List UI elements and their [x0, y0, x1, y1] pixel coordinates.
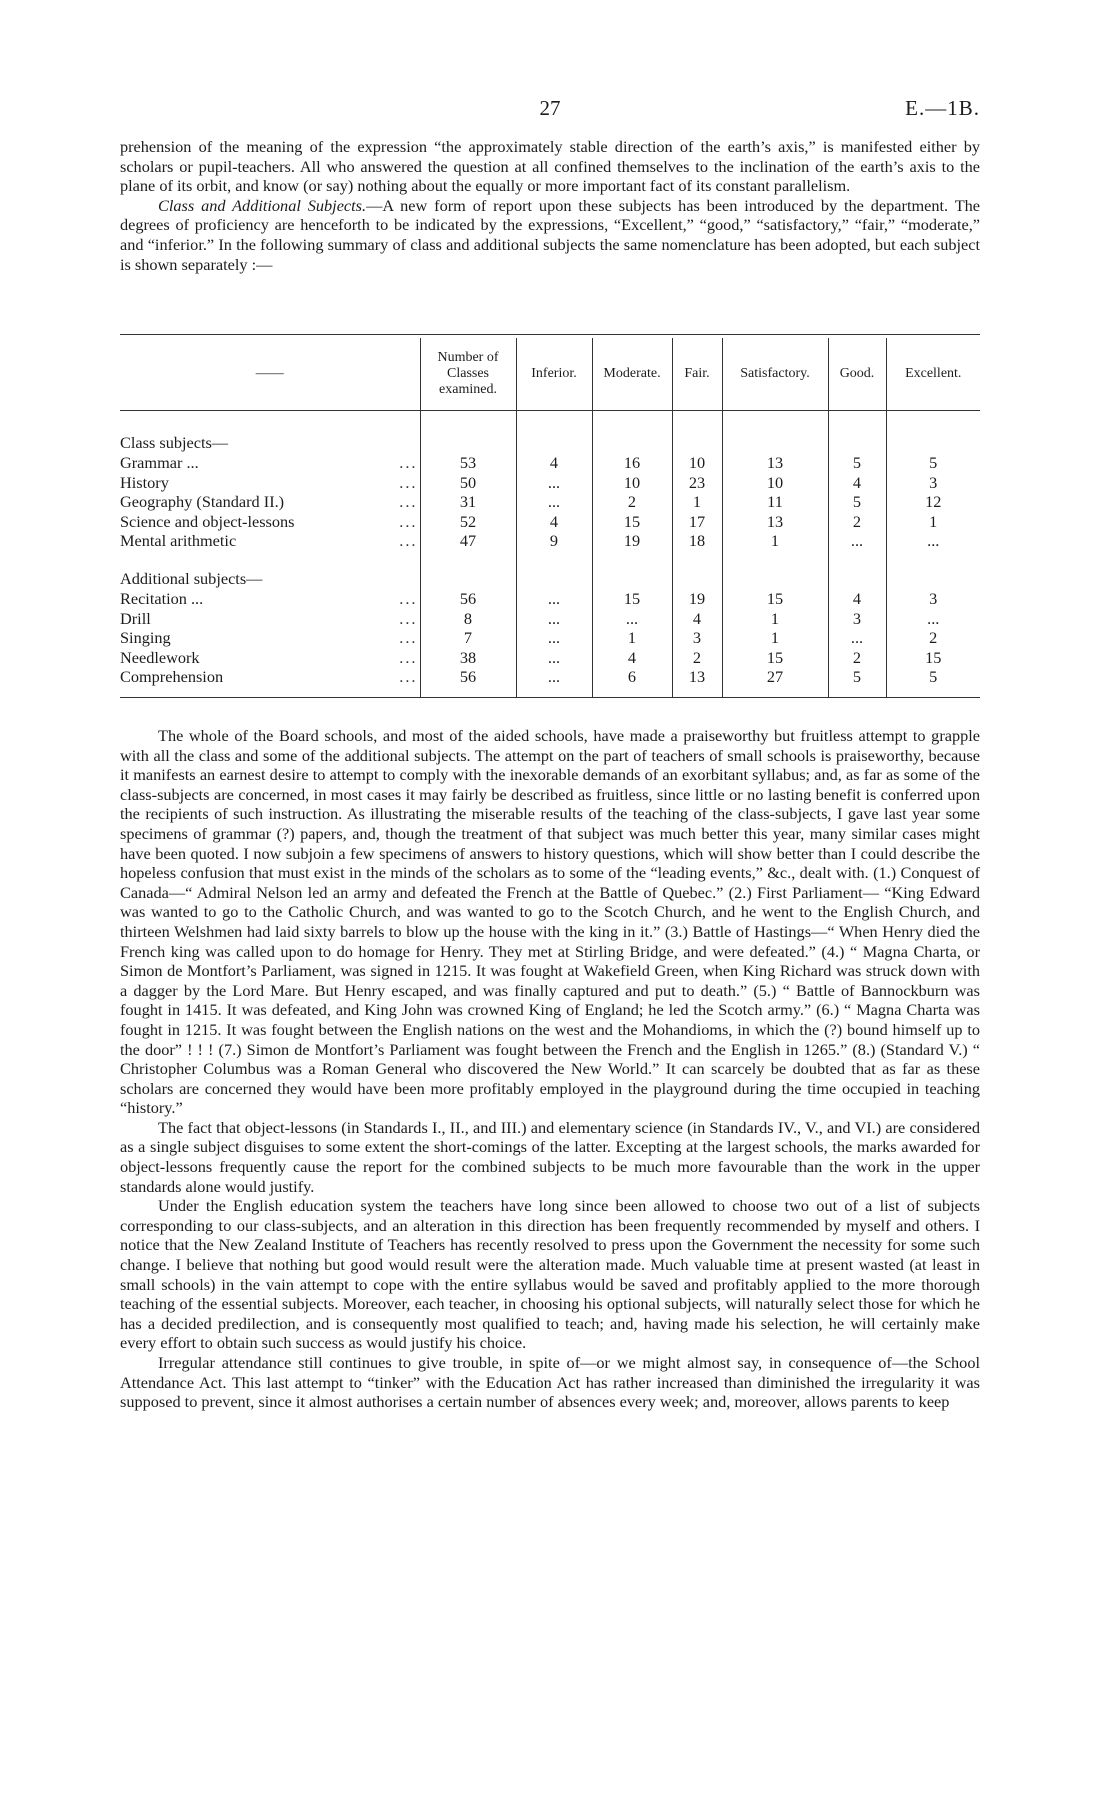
table-row [120, 473, 980, 493]
page-number: 27 [539, 96, 561, 120]
cell-inferior: ... [516, 648, 592, 668]
intro-text [120, 137, 980, 274]
intro-paragraph-2-body: —A new form of report upon these subjects has been introduced by the department. The degrees of proficiency are henceforth to be indicated by the expressions, “Excellent,” “good,” “satisfactory,” “fair,” “moderate,” and “inferior.” In the following summary of class and additional subjects the same nomenclature has been adopted, but each subject is shown separately :— [120, 195, 981, 274]
leader-dots: ... [399, 628, 418, 648]
cell-satisfactory: 1 [722, 531, 828, 551]
cell-good: 2 [828, 512, 886, 532]
subjects-table [120, 338, 980, 698]
body-text [120, 726, 980, 1412]
cell-inferior: ... [516, 628, 592, 648]
cell-excellent: 15 [886, 648, 980, 668]
table-top-rule [120, 334, 980, 335]
cell-fair: 2 [672, 648, 722, 668]
intro-paragraph-2 [120, 196, 980, 274]
leader-dots: ... [399, 667, 418, 687]
cell-satisfactory: 15 [722, 648, 828, 668]
cell-satisfactory: 10 [722, 473, 828, 493]
leader-dots: ... [399, 588, 418, 608]
cell-good: ... [828, 628, 886, 648]
leader-dots: ... [399, 647, 418, 667]
table-row [120, 628, 980, 648]
cell-inferior: ... [516, 667, 592, 687]
cell-good: 5 [828, 453, 886, 473]
row-label: Singing [120, 628, 171, 648]
leader-dots: ... [399, 511, 418, 531]
row-label: Mental arithmetic [120, 531, 237, 551]
class-subjects-heading: Class subjects— [120, 433, 229, 453]
cell-excellent: 3 [886, 589, 980, 609]
row-label: History [120, 472, 169, 492]
cell-moderate: 15 [592, 589, 672, 609]
cell-excellent: 5 [886, 453, 980, 473]
cell-moderate: 1 [592, 628, 672, 648]
body-paragraph-3: Under the English education system the teachers have long since been allowed to choose two out of a list of subjects corresponding to our class-subjects, and an alteration in this direction has been frequently recommended by myself and others. I notice that the New Zealand Institute of Teachers has recently resolved to press upon the Government the necessity for some such change. I believe that nothing but good would result were the alteration made. Much valuable time at present wasted (at least in small schools) in the vain attempt to cope with the entire syllabus would be saved and profitably applied to the more thorough teaching of the essential subjects. Moreover, each teacher, in choosing his optional subjects, will naturally select those for which he has a decided predilection, and is consequently most qualified to teach; and, having made his selection, he will certainly make every effort to obtain such success as would justify his choice. [120, 1196, 980, 1353]
cell-good: 4 [828, 473, 886, 493]
table-header-row [120, 338, 980, 411]
cell-moderate: 16 [592, 453, 672, 473]
cell-moderate: 6 [592, 667, 672, 687]
table-row [120, 492, 980, 512]
cell-satisfactory: 1 [722, 628, 828, 648]
col-fair: Fair. [672, 338, 722, 411]
cell-satisfactory: 11 [722, 492, 828, 512]
leader-dots: ... [399, 531, 418, 551]
cell-inferior: ... [516, 609, 592, 629]
additional-subjects-heading: Additional subjects— [120, 569, 263, 589]
cell-fair: 4 [672, 609, 722, 629]
leader-dots: ... [399, 453, 418, 472]
cell-number: 50 [420, 473, 516, 493]
cell-good: 3 [828, 609, 886, 629]
cell-fair: 18 [672, 531, 722, 551]
col-moderate: Moderate. [592, 338, 672, 411]
body-paragraph-1: The whole of the Board schools, and most of the aided schools, have made a praiseworthy but fruitless attempt to grapple with all the class and some of the additional subjects. The attempt on the part of teachers of small schools is praiseworthy, because it manifests an earnest desire to attempt to comply with the inexorable demands of an exorbitant syllabus; and, as far as some of the class-subjects are concerned, in most cases it may fairly be described as fruitless, since little or no lasting benefit is conferred upon the recipients of such instruction. As illustrating the miserable results of the teaching of the class-subjects, I gave last year some specimens of grammar (?) papers, and, though the treatment of that subject was much better this year, many similar cases might have been quoted. I now subjoin a few specimens of answers to history questions, which will show better than I could describe the hopeless confusion that must exist in the minds of the scholars as to some of the “leading events,” &c., dealt with. (1.) Conquest of Canada—“ Admiral Nelson led an army and defeated the French at the Battle of Quebec.” (2.) First Parliament— “King Edward was wanted to go to the Catholic Church, and was wanted to go to the Scotch Church, and he went to the English Church, and thirteen Welshmen had laid sixty barrels to blow up the house with the king in it.” (3.) Battle of Hastings—“ When Henry died the French king was called upon to do homage for Henry. They met at Stirling Bridge, and were defeated.” (4.) “ Magna Charta, or Simon de Montfort’s Parliament, was signed in 1215. It was fought at Wakefield Green, when King Richard was struck down with a dagger by the Lord Mare. But Henry escaped, and was finally captured and put to death.” (5.) “ Battle of Bannockburn was fought in 1415. It was defeated, and King John was crowned King of England; he led the Scotch army.” (6.) “ Magna Charta was fought in 1215. It was fought between the English nations on the west and the Mohandioms, in which the (?) bound himself up to the door” ! ! ! (7.) Simon de Montfort’s Parliament was fought between the French and the English in 1265.” (8.) (Standard V.) “ Christopher Columbus was a Roman General who discovered the New World.” It can scarcely be doubted that as far as these scholars are concerned they would have been more profitably employed in the playground during the time occupied in teaching “history.” [120, 726, 980, 1118]
leader-dots: ... [399, 608, 418, 628]
cell-number: 56 [420, 589, 516, 609]
report-code: E.—1B. [905, 96, 980, 120]
additional-subjects-heading-row [120, 569, 980, 589]
cell-fair: 17 [672, 512, 722, 532]
cell-excellent: 2 [886, 628, 980, 648]
cell-good: ... [828, 531, 886, 551]
col-good: Good. [828, 338, 886, 411]
row-label: Recitation ... [120, 588, 204, 608]
cell-inferior: 9 [516, 531, 592, 551]
cell-excellent: 1 [886, 512, 980, 532]
cell-good: 2 [828, 648, 886, 668]
cell-fair: 3 [672, 628, 722, 648]
table-row [120, 667, 980, 687]
table-row [120, 512, 980, 532]
cell-good: 5 [828, 492, 886, 512]
class-subjects-heading-row [120, 433, 980, 453]
cell-moderate: ... [592, 609, 672, 629]
cell-fair: 1 [672, 492, 722, 512]
body-paragraph-2: The fact that object-lessons (in Standards I., II., and III.) and elementary science (in Standards IV., V., and VI.) are considered as a single subject disguises to some extent the short-comings of the latter. Excepting at the largest schools, the marks awarded for object-lessons frequently cause the report for the combined subjects to be much more favourable than the work in the upper standards alone would justify. [120, 1117, 980, 1196]
table-row [120, 531, 980, 551]
cell-number: 53 [420, 453, 516, 473]
cell-satisfactory: 27 [722, 667, 828, 687]
cell-excellent: ... [886, 531, 980, 551]
table-row [120, 609, 980, 629]
cell-fair: 23 [672, 473, 722, 493]
cell-number: 31 [420, 492, 516, 512]
cell-good: 4 [828, 589, 886, 609]
cell-excellent: ... [886, 609, 980, 629]
table-row [120, 648, 980, 668]
col-satisfactory: Satisfactory. [722, 338, 828, 411]
cell-satisfactory: 15 [722, 589, 828, 609]
cell-excellent: 12 [886, 492, 980, 512]
page-header [120, 96, 980, 126]
cell-number: 38 [420, 648, 516, 668]
cell-satisfactory: 13 [722, 512, 828, 532]
cell-inferior: 4 [516, 512, 592, 532]
cell-excellent: 5 [886, 667, 980, 687]
cell-number: 47 [420, 531, 516, 551]
cell-moderate: 15 [592, 512, 672, 532]
cell-fair: 10 [672, 453, 722, 473]
section-heading: Class and Additional Subjects. [158, 195, 367, 215]
cell-moderate: 2 [592, 492, 672, 512]
cell-number: 56 [420, 667, 516, 687]
cell-inferior: 4 [516, 453, 592, 473]
col-excellent: Excellent. [886, 338, 980, 411]
body-paragraph-4: Irregular attendance still continues to give trouble, in spite of—or we might almost say, in consequence of—the School Attendance Act. This last attempt to “tinker” with the Education Act has rather increased than diminished the irregularity it was supposed to prevent, since it almost authorises a certain number of absences every week; and, moreover, allows parents to keep [120, 1353, 980, 1412]
cell-moderate: 4 [592, 648, 672, 668]
cell-inferior: ... [516, 589, 592, 609]
cell-fair: 13 [672, 667, 722, 687]
cell-excellent: 3 [886, 473, 980, 493]
intro-paragraph-1: prehension of the meaning of the expression “the approximately stable direction of the earth’s axis,” is manifested either by scholars or pupil-teachers. All who answered the question at all confined themselves to the inclination of the earth’s axis to the plane of its orbit, and know (or say) nothing about the equally or more important fact of its constant parallelism. [120, 137, 980, 196]
cell-number: 52 [420, 512, 516, 532]
col-inferior: Inferior. [516, 338, 592, 411]
table-row [120, 589, 980, 609]
cell-satisfactory: 1 [722, 609, 828, 629]
cell-moderate: 10 [592, 473, 672, 493]
table-row [120, 453, 980, 473]
cell-moderate: 19 [592, 531, 672, 551]
row-label: Needlework [120, 647, 200, 667]
cell-satisfactory: 13 [722, 453, 828, 473]
row-label: Drill [120, 608, 151, 628]
row-label: Geography (Standard II.) [120, 492, 285, 512]
cell-good: 5 [828, 667, 886, 687]
leader-dots: ... [399, 472, 418, 492]
cell-number: 8 [420, 609, 516, 629]
cell-inferior: ... [516, 473, 592, 493]
cell-inferior: ... [516, 492, 592, 512]
col-number-examined: Number of Classes examined. [420, 338, 516, 411]
col-label: —— [120, 338, 420, 411]
cell-number: 7 [420, 628, 516, 648]
row-label: Science and object-lessons [120, 511, 295, 531]
leader-dots: ... [399, 492, 418, 512]
row-label: Comprehension [120, 667, 224, 687]
row-label: Grammar ... [120, 453, 199, 472]
cell-fair: 19 [672, 589, 722, 609]
